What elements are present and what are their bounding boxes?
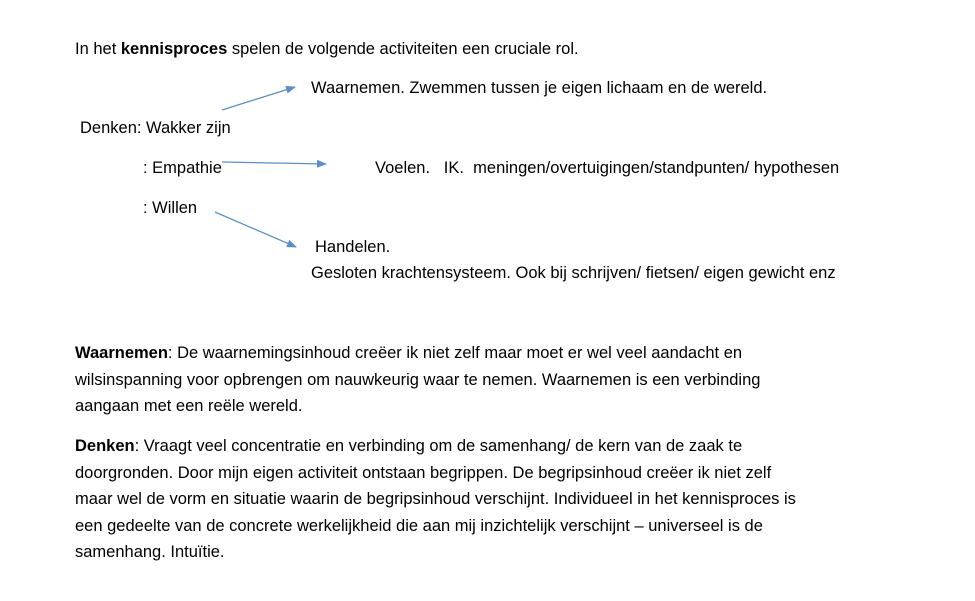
waarnemen-line-1: : De waarnemingsinhoud creëer ik niet zelf maar moet er wel veel aandacht en <box>167 344 743 362</box>
waarnemen-paragraph <box>75 340 925 420</box>
arrow-to-waarnemen <box>222 87 295 110</box>
denken-line-3: maar wel de vorm en situatie waarin de begripsinhoud verschijnt. Individueel in het kennisproces is <box>75 490 796 508</box>
denken-term: Denken <box>75 437 135 455</box>
handelen-description: Gesloten krachtensysteem. Ook bij schrijven/ fietsen/ eigen gewicht enz <box>311 264 836 282</box>
waarnemen-label: Waarnemen. Zwemmen tussen je eigen lichaam en de wereld. <box>311 79 768 97</box>
denken-line-2: doorgronden. Door mijn eigen activiteit ontstaan begrippen. De begripsinhoud creëer ik niet zelf <box>75 463 772 482</box>
denken-paragraph <box>75 433 925 566</box>
denken-line-1: : Vraagt veel concentratie en verbinding om de samenhang/ de kern van de zaak te <box>134 437 743 455</box>
denken-label: Denken: Wakker zijn <box>80 119 231 137</box>
denken-line-4: een gedeelte van de concrete werkelijkheid die aan mij inzichtelijk verschijnt – universeel is de <box>75 516 763 535</box>
denken-line-5: samenhang. Intuïtie. <box>75 543 225 561</box>
handelen-label: Handelen. <box>315 238 391 256</box>
waarnemen-line-2: wilsinspanning voor opbrengen om nauwkeurig waar te nemen. Waarnemen is een verbinding <box>75 370 761 389</box>
intro-pre: In het <box>75 40 121 58</box>
voelen-label: Voelen. IK. meningen/overtuigingen/standpunten/ hypothesen <box>375 159 840 177</box>
waarnemen-term: Waarnemen <box>75 344 168 362</box>
arrow-to-handelen <box>215 212 296 247</box>
willen-label: : Willen <box>143 199 198 217</box>
waarnemen-line-3: aangaan met een reële wereld. <box>75 397 303 415</box>
intro-keyword: kennisproces <box>120 40 228 58</box>
arrow-to-voelen <box>222 162 326 164</box>
intro-sentence <box>75 39 579 59</box>
empathie-label: : Empathie <box>143 159 222 177</box>
intro-post: spelen de volgende activiteiten een cruciale rol. <box>227 40 579 58</box>
